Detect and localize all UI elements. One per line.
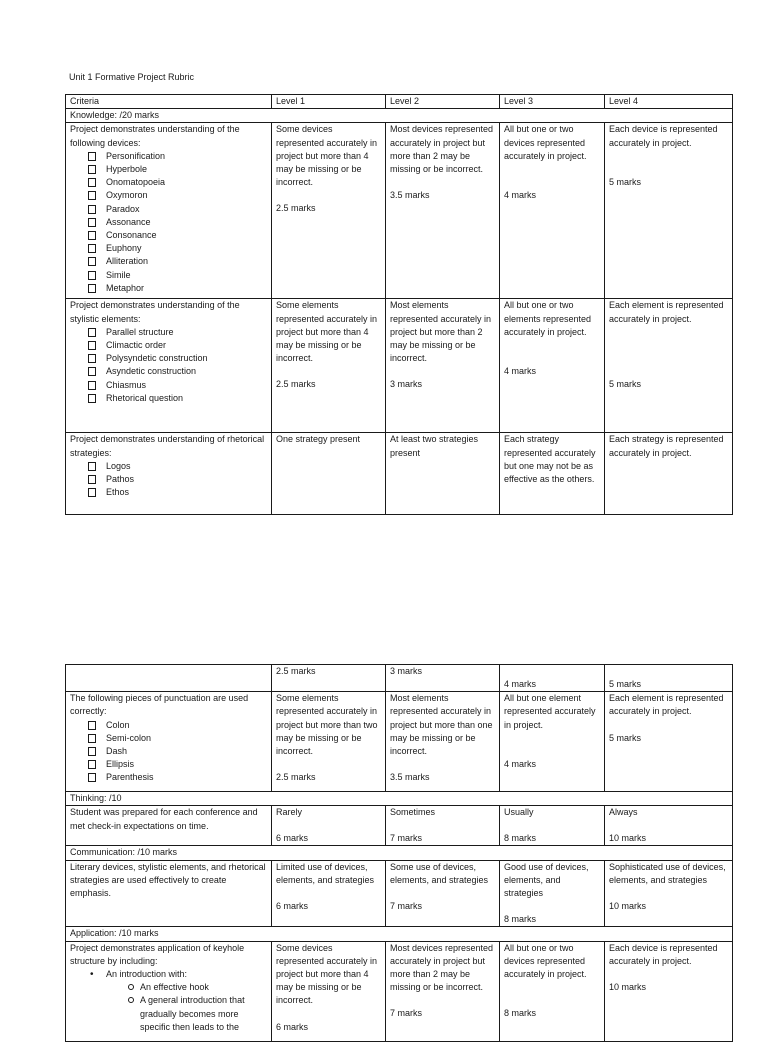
stylistic-level-3 (500, 299, 605, 433)
section-communication: Communication: /10 marks (66, 846, 733, 860)
criteria-text: Project demonstrates application of keyhole structure by including: (70, 942, 245, 966)
header-level-1: Level 1 (272, 95, 386, 109)
table-row-punctuation (66, 692, 733, 792)
level-marks: 10 marks (609, 982, 647, 993)
table-row-application (66, 941, 733, 1041)
stylistic-level-2 (386, 299, 500, 433)
level-marks: 8 marks (504, 914, 537, 925)
application-level-1 (272, 941, 386, 1041)
checklist-item: Climactic order (70, 339, 268, 352)
thinking-level-1 (272, 806, 386, 846)
level-description: Most elements represented accurately in project but more than 2 may be missing or be incorrect. (390, 300, 492, 364)
criteria-devices (66, 123, 272, 299)
rhetorical-level-4: Each strategy is represented accurately in project. (605, 433, 733, 515)
level-marks: 3 marks (390, 379, 423, 390)
sub-bullet-item: An effective hook (70, 981, 268, 994)
table-row-thinking (66, 806, 733, 846)
criteria-stylistic (66, 299, 272, 433)
level-marks: 10 marks (609, 901, 647, 912)
continued-criteria-empty (66, 665, 272, 692)
level-marks: 6 marks (276, 1021, 309, 1032)
devices-level-1 (272, 123, 386, 299)
checklist-item: Alliteration (70, 255, 268, 268)
level-marks: 4 marks (504, 679, 537, 689)
checklist-item: Logos (70, 460, 268, 473)
level-marks: 2.5 marks (276, 203, 316, 214)
checklist-item: Pathos (70, 473, 268, 486)
level-description: Good use of devices, elements, and strategies (504, 861, 589, 899)
checklist-item: Parenthesis (70, 771, 268, 784)
criteria-text: The following pieces of punctuation are used correctly: (70, 693, 249, 717)
bullet-item: • An introduction with: (70, 968, 268, 981)
checklist-item: Oxymoron (70, 189, 268, 202)
rubric-table-page-1 (65, 94, 733, 515)
stylistic-level-1 (272, 299, 386, 433)
communication-level-3 (500, 860, 605, 927)
section-row-application (66, 927, 733, 941)
table-row-devices (66, 123, 733, 299)
level-marks: 5 marks (609, 176, 642, 187)
table-row-communication (66, 860, 733, 927)
criteria-communication: Literary devices, stylistic elements, and rhetorical strategies are used effectively to create emphasis. (66, 860, 272, 927)
level-description: Some devices represented accurately in project but more than 4 may be missing or be incorrect. (276, 942, 378, 1006)
communication-level-4 (605, 860, 733, 927)
level-marks: 4 marks (504, 366, 537, 377)
checklist-item: Assonance (70, 216, 268, 229)
application-level-3 (500, 941, 605, 1041)
header-level-3: Level 3 (500, 95, 605, 109)
criteria-application (66, 941, 272, 1041)
table-row-continued-marks (66, 665, 733, 692)
level-description: Most devices represented accurately in project but more than 2 may be missing or be incorrect. (390, 942, 494, 993)
punctuation-level-3 (500, 692, 605, 792)
devices-level-4 (605, 123, 733, 299)
checklist-item: Parallel structure (70, 326, 268, 339)
level-marks: 4 marks (504, 190, 537, 201)
level-description: Most devices represented accurately in project but more than 2 may be missing or be incorrect. (390, 124, 494, 175)
level-marks: 8 marks (504, 1008, 537, 1019)
application-level-4 (605, 941, 733, 1041)
checklist-item: Paradox (70, 203, 268, 216)
level-description: Each element is represented accurately in project. (609, 693, 724, 717)
punctuation-level-4 (605, 692, 733, 792)
level-description: Some devices represented accurately in project but more than 4 may be missing or be incorrect. (276, 124, 378, 188)
criteria-text: Project demonstrates understanding of the stylistic elements: (70, 300, 240, 324)
level-description: Each device is represented accurately in project. (609, 942, 718, 966)
level-marks: 3.5 marks (390, 190, 430, 201)
devices-level-3 (500, 123, 605, 299)
section-row-knowledge (66, 109, 733, 123)
thinking-level-2 (386, 806, 500, 846)
criteria-text: Project demonstrates understanding of the following devices: (70, 124, 240, 148)
level-description: All but one or two elements represented accurately in project. (504, 300, 592, 337)
level-description: Sometimes (390, 807, 436, 818)
level-description: All but one element represented accurately in project. (504, 693, 596, 730)
level-description: Limited use of devices, elements, and strategies (276, 861, 375, 885)
checklist-item: Ethos (70, 486, 268, 499)
document-title: Unit 1 Formative Project Rubric (69, 72, 195, 82)
level-description: Some use of devices, elements, and strategies (390, 861, 489, 885)
checklist-item: Semi-colon (70, 732, 268, 745)
table-row-rhetorical (66, 433, 733, 515)
sub-bullet-item: A general introduction that gradually becomes more specific then leads to the (70, 994, 268, 1034)
checklist-item: Asyndetic construction (70, 365, 268, 378)
level-description: Always (609, 807, 638, 818)
table-row-stylistic (66, 299, 733, 433)
checklist-item: Onomatopoeia (70, 176, 268, 189)
level-marks: 6 marks (276, 832, 309, 843)
checklist-item: Rhetorical question (70, 392, 268, 405)
section-row-communication (66, 846, 733, 860)
continued-level-4 (605, 665, 733, 692)
checklist-item: Ellipsis (70, 758, 268, 771)
checklist-item: Consonance (70, 229, 268, 242)
level-marks: 5 marks (609, 679, 642, 689)
criteria-punctuation (66, 692, 272, 792)
header-row (66, 95, 733, 109)
section-thinking: Thinking: /10 (66, 792, 733, 806)
rhetorical-level-1: One strategy present (272, 433, 386, 515)
section-application: Application: /10 marks (66, 927, 733, 941)
section-knowledge: Knowledge: /20 marks (66, 109, 733, 123)
thinking-level-3 (500, 806, 605, 846)
stylistic-level-4 (605, 299, 733, 433)
level-description: Usually (504, 807, 534, 818)
level-description: Sophisticated use of devices, elements, and strategies (609, 861, 726, 885)
level-marks: 10 marks (609, 832, 647, 843)
header-level-2: Level 2 (386, 95, 500, 109)
level-marks: 6 marks (276, 901, 309, 912)
punctuation-level-1 (272, 692, 386, 792)
level-description: Each device is represented accurately in project. (609, 124, 718, 148)
level-marks: 3.5 marks (390, 772, 430, 783)
checklist-item: Polysyndetic construction (70, 352, 268, 365)
level-marks: 8 marks (504, 832, 537, 843)
level-description: Each element is represented accurately in project. (609, 300, 724, 324)
level-marks: 5 marks (609, 732, 642, 743)
rhetorical-level-3: Each strategy represented accurately but one may not be as effective as the others. (500, 433, 605, 515)
checklist-item: Hyperbole (70, 163, 268, 176)
level-marks: 2.5 marks (276, 379, 316, 390)
checklist-item: Euphony (70, 242, 268, 255)
level-description: Most elements represented accurately in project but more than one may be missing or be incorrect. (390, 693, 493, 757)
level-marks: 7 marks (390, 832, 423, 843)
level-description: Rarely (276, 807, 303, 818)
level-description: Some elements represented accurately in project but more than 4 may be missing or be incorrect. (276, 300, 378, 364)
level-marks: 7 marks (390, 901, 423, 912)
continued-level-1: 2.5 marks (272, 665, 386, 692)
punctuation-level-2 (386, 692, 500, 792)
criteria-thinking: Student was prepared for each conference and met check-in expectations on time. (66, 806, 272, 846)
thinking-level-4 (605, 806, 733, 846)
level-description: All but one or two devices represented accurately in project. (504, 124, 587, 161)
criteria-text: Project demonstrates understanding of rhetorical strategies: (70, 434, 265, 458)
devices-level-2 (386, 123, 500, 299)
checklist-item: Colon (70, 719, 268, 732)
checklist-item: Dash (70, 745, 268, 758)
checklist-item: Personification (70, 150, 268, 163)
rhetorical-level-2: At least two strategies present (386, 433, 500, 515)
criteria-rhetorical (66, 433, 272, 515)
communication-level-1 (272, 860, 386, 927)
application-level-2 (386, 941, 500, 1041)
checklist-item: Simile (70, 269, 268, 282)
level-marks: 2.5 marks (276, 772, 316, 783)
level-description: All but one or two devices represented accurately in project. (504, 942, 587, 980)
level-marks: 4 marks (504, 758, 537, 769)
level-marks: 5 marks (609, 378, 642, 389)
rubric-table-page-2 (65, 664, 733, 1042)
section-row-thinking (66, 792, 733, 806)
communication-level-2 (386, 860, 500, 927)
checklist-item: Metaphor (70, 282, 268, 295)
level-marks: 7 marks (390, 1008, 423, 1019)
header-criteria: Criteria (66, 95, 272, 109)
header-level-4: Level 4 (605, 95, 733, 109)
level-description: Some elements represented accurately in project but more than two may be missing or be incorrect. (276, 693, 378, 757)
checklist-item: Chiasmus (70, 379, 268, 392)
continued-level-2: 3 marks (386, 665, 500, 692)
continued-level-3 (500, 665, 605, 692)
